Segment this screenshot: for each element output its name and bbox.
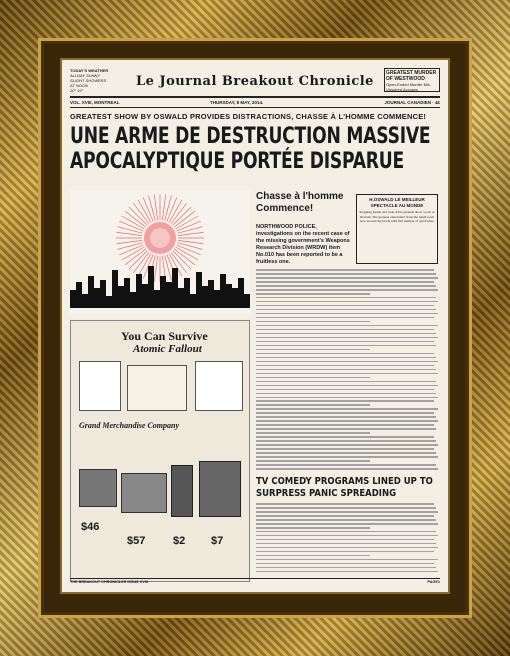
murder-teaser-box (384, 68, 440, 92)
page-footer (70, 578, 440, 584)
teaser-title: GREATEST MURDER OF WESTWOOD (386, 70, 437, 82)
text-line (256, 373, 438, 375)
text-line (256, 289, 438, 291)
text-line (256, 468, 438, 470)
explosion-ray (178, 232, 204, 235)
text-line (256, 523, 438, 525)
footer-page: PAGE1 (427, 580, 440, 584)
radio-product-1 (79, 469, 117, 507)
text-line (256, 531, 436, 533)
text-line (256, 369, 436, 371)
text-line (256, 301, 438, 303)
text-line (256, 273, 436, 275)
edition-label: JOURNAL CANADIEN · 4£ (384, 100, 440, 105)
ad-illustration-center (127, 365, 187, 411)
text-line (256, 436, 434, 438)
text-line (256, 400, 434, 402)
story-2-title (256, 476, 433, 500)
explosion-ray (165, 195, 172, 220)
newspaper-page (62, 60, 448, 592)
text-line (256, 349, 370, 351)
text-line (256, 555, 370, 557)
text-line (256, 440, 436, 442)
battery-product (171, 465, 193, 517)
explosion-ray (178, 240, 204, 243)
text-line (256, 444, 438, 446)
text-line (256, 424, 434, 426)
text-line (256, 408, 438, 410)
text-line (256, 404, 370, 406)
oswald-sidebar-box (356, 194, 438, 264)
sidebar-text: Stepping inside and look at his greatest show so far at Oswald. The greatest entertainer from the small town now around the block with full number of spectacles. (359, 210, 435, 223)
text-line (256, 357, 436, 359)
text-line (256, 293, 370, 295)
story-1-body (256, 269, 440, 473)
text-line (256, 341, 434, 343)
fallout-advertisement (70, 320, 250, 582)
text-line (256, 393, 436, 395)
explosion-ray (154, 256, 157, 282)
text-line (256, 428, 436, 430)
dateline (70, 99, 440, 108)
text-line (256, 571, 438, 573)
text-line (256, 507, 436, 509)
text-line (256, 397, 438, 399)
text-line (256, 464, 436, 466)
text-line (256, 416, 436, 418)
weather-line: SLIGHT SHOWERS (70, 78, 107, 83)
text-line (256, 535, 438, 537)
weather-line: ALLDAY SUNNY (70, 73, 101, 78)
explosion-ray (117, 227, 142, 234)
ad-title-2: Atomic Fallout (133, 343, 202, 355)
weather-line: 20° 16° (70, 88, 84, 93)
story-1-title: Chasse à l'homme Commence! (256, 191, 344, 214)
text-line (256, 551, 434, 553)
text-line (256, 381, 436, 383)
explosion-ray (154, 194, 157, 220)
text-line (256, 321, 370, 323)
text-line (256, 460, 370, 462)
explosion-ray (116, 240, 142, 243)
text-line (256, 277, 438, 279)
kicker-headline: GREATEST SHOW BY OSWALD PROVIDES DISTRACTIONS, CHASSE À L'HOMME COMMENCE! (70, 112, 427, 121)
masthead (70, 66, 440, 98)
footer-issue: THE BREAKOUT CHRONICLES ISSUE XVIII (70, 580, 149, 584)
text-line (256, 361, 438, 363)
volume-label: VOL. XVIII, MONTREAL (70, 100, 120, 105)
lantern-product (199, 461, 241, 517)
text-line (256, 385, 438, 387)
teaser-text: Open-Ended Murder Mix-Unspired Accuses (386, 82, 432, 92)
text-line (256, 353, 434, 355)
explosion-ray (177, 227, 202, 234)
price-4: $7 (211, 535, 224, 547)
ad-illustration-right (195, 361, 243, 411)
text-line (256, 432, 370, 434)
story-2-title-text: TV COMEDY PROGRAMS LINED UP TO SURPRESS PANIC SPREADING (256, 476, 433, 499)
text-line (256, 519, 436, 521)
radio-product-2 (121, 473, 167, 513)
text-line (256, 377, 370, 379)
text-line (256, 412, 434, 414)
story-2-body (256, 503, 440, 575)
text-line (256, 456, 438, 458)
text-line (256, 527, 370, 529)
text-line (256, 325, 438, 327)
text-line (256, 563, 434, 565)
explosion-ray (116, 232, 142, 235)
sidebar-title: H.OSWALD LE MEILLEUR SPECTACLE AU MONDE (369, 197, 425, 208)
price-3: $2 (173, 535, 186, 547)
text-line (256, 285, 436, 287)
date-label: THURSDAY, 8 MAY, 2014. (210, 100, 264, 105)
main-headline (70, 124, 431, 174)
explosion-ray (177, 243, 202, 250)
text-line (256, 511, 438, 513)
text-line (256, 448, 434, 450)
explosion-icon (70, 190, 250, 314)
text-line (256, 297, 436, 299)
explosion-ray (149, 195, 156, 220)
price-2: $57 (127, 535, 146, 547)
masthead-title: Le Journal Breakout Chronicle (136, 74, 374, 89)
story-1-lede: NORTHWOOD POLICE, investigations on the recent case of the missing government's Weapons Research Division (WRDW) item No.010 has been reported to be a fruitless one. (256, 224, 350, 265)
newspaper-content (70, 66, 440, 586)
price-1: $46 (81, 521, 100, 533)
explosion-ray (117, 243, 142, 250)
text-line (256, 559, 438, 561)
weather-line: TODAY'S WEATHER (70, 68, 109, 73)
text-line (256, 313, 438, 315)
text-line (256, 452, 436, 454)
text-line (256, 389, 434, 391)
text-line (256, 567, 436, 569)
headline-line-1: UNE ARME DE DESTRUCTION MASSIVE (70, 124, 431, 149)
explosion-illustration (70, 190, 250, 314)
text-line (256, 539, 434, 541)
text-line (256, 309, 436, 311)
text-line (256, 345, 436, 347)
ad-store-name: Grand Merchandise Company (79, 421, 180, 430)
weather-line: AT NOON (70, 83, 88, 88)
ad-illustration-left (79, 361, 121, 411)
text-line (256, 515, 434, 517)
text-line (256, 337, 438, 339)
text-line (256, 365, 434, 367)
text-line (256, 317, 434, 319)
text-line (256, 333, 436, 335)
ad-title: You Can Survive (121, 329, 208, 343)
explosion-ray (162, 194, 165, 220)
text-line (256, 543, 436, 545)
text-line (256, 329, 434, 331)
text-line (256, 503, 434, 505)
headline-line-2: APOCALYPTIQUE PORTÉE DISPARUE (70, 149, 404, 174)
text-line (256, 269, 434, 271)
weather-box (70, 68, 132, 93)
text-line (256, 420, 438, 422)
text-line (256, 281, 434, 283)
text-line (256, 547, 438, 549)
text-line (256, 305, 434, 307)
